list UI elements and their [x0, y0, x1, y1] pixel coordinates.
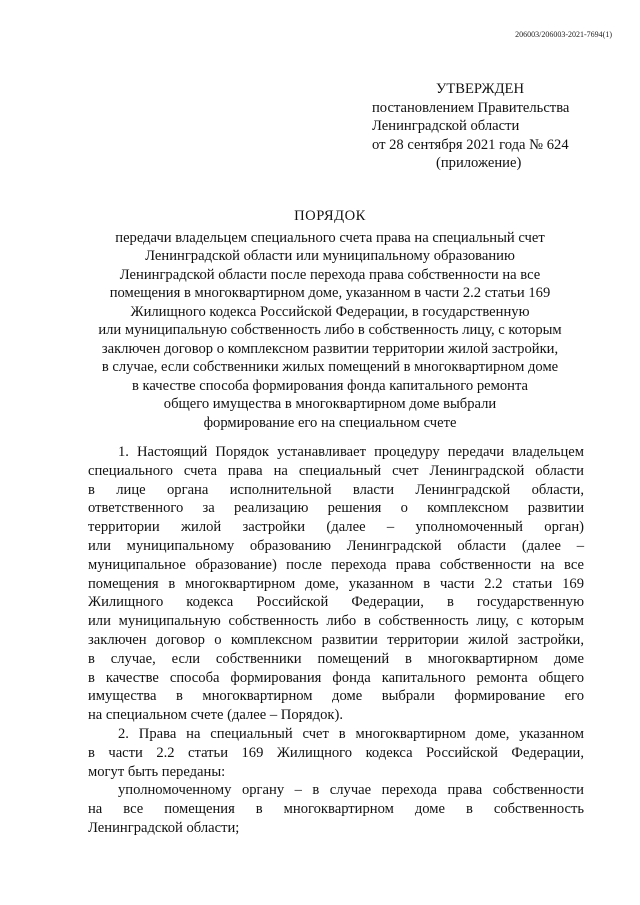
document-heading: ПОРЯДОК — [294, 208, 366, 224]
subtitle-line: помещения в многоквартирном доме, указанном в части 2.2 статьи 169 — [109, 285, 551, 301]
subtitle-line: общего имущества в многоквартирном доме выбрали — [163, 396, 497, 412]
approval-line: постановлением Правительства — [372, 99, 570, 116]
body-line: или муниципальному образованию Ленинградской области (далее – — [88, 537, 584, 554]
body-line: на все помещения в многоквартирном доме в собственность — [88, 801, 584, 818]
document-title-block — [70, 207, 590, 432]
body-line: территории жилой застройки (далее – уполномоченный орган) — [88, 519, 584, 536]
body-line: имущества в многоквартирном доме выбрали формирование его — [88, 688, 584, 705]
document-id: 206003/206003-2021-7694(1) — [515, 30, 612, 39]
approval-line: от 28 сентября 2021 года № 624 — [372, 136, 569, 153]
body-line: помещения в многоквартирном доме, указанном в части 2.2 статьи 169 — [88, 575, 584, 592]
body-line: могут быть переданы: — [88, 763, 226, 780]
body-line: в части 2.2 статьи 169 Жилищного кодекса Российской Федерации, — [88, 744, 584, 761]
subtitle-line: Ленинградской области после перехода права собственности на все — [119, 266, 541, 283]
paragraph-3 — [88, 781, 584, 837]
document-body — [88, 443, 584, 838]
subtitle-line: заключен договор о комплексном развитии территории жилой застройки, — [101, 340, 559, 357]
approval-note: (приложение) — [436, 155, 522, 172]
body-line: на специальном счете (далее – Порядок). — [88, 707, 343, 724]
subtitle-line: в качестве способа формирования фонда капитального ремонта — [132, 377, 528, 394]
paragraph-2 — [88, 725, 584, 781]
subtitle-line: передачи владельцем специального счета права на специальный счет — [115, 229, 545, 246]
subtitle-line: или муниципальную собственность либо в собственность лицу, с которым — [98, 322, 562, 338]
body-line: муниципальное образование) после перехода права собственности на все — [88, 556, 584, 573]
body-line: уполномоченному органу – в случае перехода права собственности — [118, 782, 584, 799]
subtitle-line: формирование его на специальном счете — [203, 414, 457, 431]
subtitle-line: Ленинградской области или муниципальному образованию — [145, 248, 515, 264]
body-line: в качестве способа формирования фонда капитального ремонта общего — [88, 669, 584, 686]
body-line: Ленинградской области; — [88, 819, 240, 836]
body-line: специального счета права на специальный счет Ленинградской области — [88, 462, 584, 479]
body-line: в лице органа исполнительной власти Ленинградской области, — [88, 481, 584, 498]
body-line: или муниципальную собственность либо в собственность лицу, с которым — [88, 613, 584, 630]
subtitle-line: в случае, если собственники жилых помещений в многоквартирном доме — [101, 359, 559, 375]
body-line: 2. Права на специальный счет в многоквартирном доме, указанном — [118, 725, 584, 742]
body-line: Жилищного кодекса Российской Федерации, в государственную — [88, 594, 584, 611]
approval-title: УТВЕРЖДЕН — [436, 81, 524, 97]
body-line: заключен договор о комплексном развитии территории жилой застройки, — [88, 631, 584, 648]
body-line: ответственного за реализацию решения о комплексном развитии — [88, 500, 584, 517]
body-line: в случае, если собственники помещений в многоквартирном доме — [88, 650, 584, 667]
approval-line: Ленинградской области — [372, 118, 520, 135]
approval-stamp — [372, 80, 622, 173]
subtitle-line: Жилищного кодекса Российской Федерации, в государственную — [130, 303, 530, 320]
body-line: 1. Настоящий Порядок устанавливает процедуру передачи владельцем — [118, 444, 584, 460]
paragraph-1 — [88, 443, 584, 725]
